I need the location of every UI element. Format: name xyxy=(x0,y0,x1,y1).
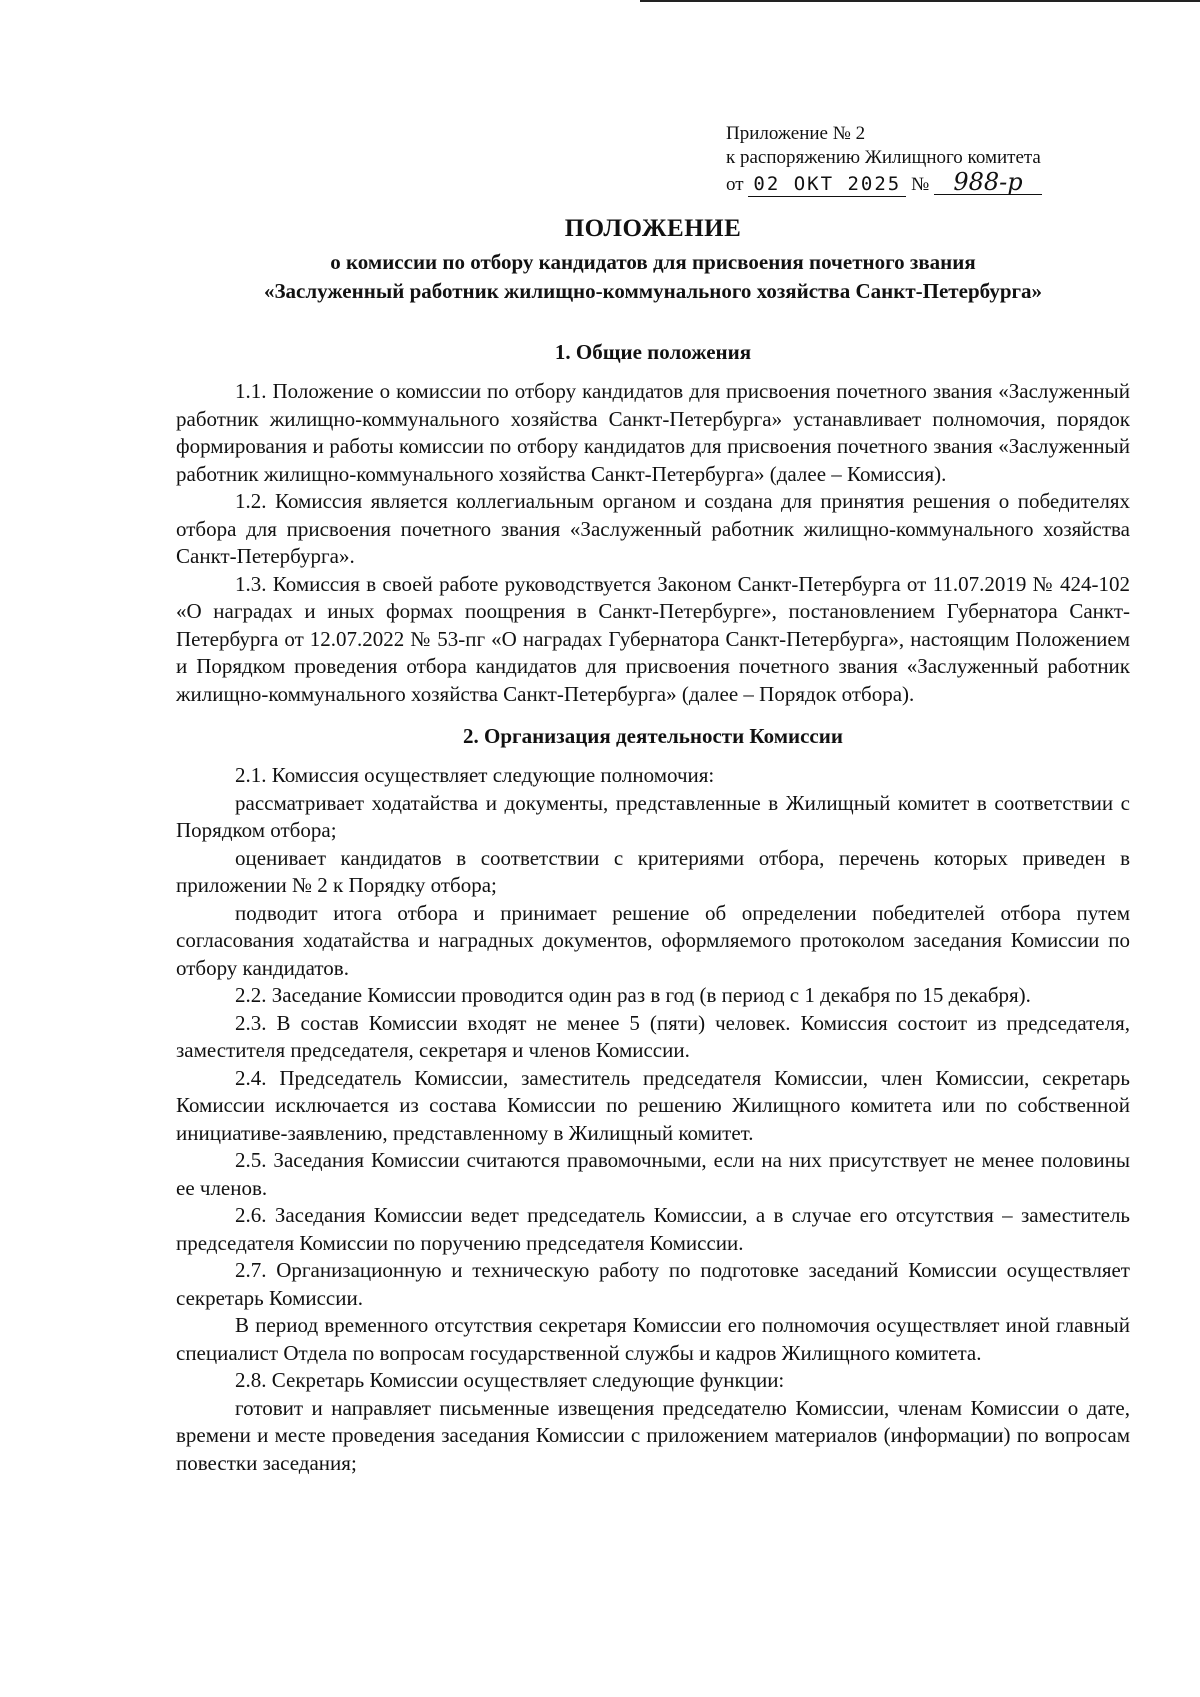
section-1-heading: 1. Общие положения xyxy=(554,340,752,364)
number-label: № xyxy=(911,174,930,195)
paragraph-2-7: 2.7. Организационную и техническую работу по подготовке заседаний Комиссии осуществляет секретарь Комиссии. xyxy=(176,1258,1130,1310)
paragraph-1-3: 1.3. Комиссия в своей работе руководствуется Законом Санкт-Петербурга от 11.07.2019 № 424-102 «О наградах и иных формах поощрения в Санкт-Петербурге», постановлением Губернатора Санкт-Петербурга от 12.07.2022 № 53-пг «О наградах Губернатора Санкт-Петербурга», настоящим Положением и Порядком проведения отбора кандидатов для присвоения почетного звания «Заслуженный работник жилищно-коммунального хозяйства Санкт-Петербурга» (далее – Порядок отбора). xyxy=(176,571,1130,706)
paragraph-1-2: 1.2. Комиссия является коллегиальным органом и создана для принятия решения о победителях отбора для присвоения почетного звания «Заслуженный работник жилищно-коммунального хозяйства Санкт-Петербурга». xyxy=(176,489,1130,568)
subtitle-line-2: «Заслуженный работник жилищно-коммунального хозяйства Санкт-Петербурга» xyxy=(263,279,1043,303)
paragraph-2-2: 2.2. Заседание Комиссии проводится один раз в год (в период с 1 декабря по 15 декабря). xyxy=(235,983,1031,1007)
paragraph-2-7-note: В период временного отсутствия секретаря Комиссии его полномочия осуществляет иной главный специалист Отдела по вопросам государственной службы и кадров Жилищного комитета. xyxy=(176,1313,1130,1365)
paragraph-2-1-item-2: оценивает кандидатов в соответствии с критериями отбора, перечень которых приведен в приложении № 2 к Порядку отбора; xyxy=(176,845,1130,897)
paragraph-1-1: 1.1. Положение о комиссии по отбору кандидатов для присвоения почетного звания «Заслуженный работник жилищно-коммунального хозяйства Санкт-Петербурга» устанавливает полномочия, порядок формирования и работы комиссии по отбору кандидатов для присвоения почетного звания «Заслуженный работник жилищно-коммунального хозяйства Санкт-Петербурга» (далее – Комиссия). xyxy=(176,379,1130,486)
handwritten-number: 988-р xyxy=(934,170,1042,195)
paragraph-2-5: 2.5. Заседания Комиссии считаются правомочными, если на них присутствует не менее половины ее членов. xyxy=(176,1148,1130,1200)
attachment-label: Приложение № 2 xyxy=(726,123,866,144)
from-label: от xyxy=(726,174,744,195)
paragraph-2-1-item-1: рассматривает ходатайства и документы, представленные в Жилищный комитет в соответствии с Порядком отбора; xyxy=(176,790,1130,842)
paragraph-2-1-item-3: подводит итога отбора и принимает решение об определении победителей отбора путем согласования ходатайства и наградных документов, оформляемого протоколом заседания Комиссии по отбору кандидатов. xyxy=(176,900,1130,980)
paragraph-2-3: 2.3. В состав Комиссии входят не менее 5 (пяти) человек. Комиссия состоит из председателя, заместителя председателя, секретаря и членов Комиссии. xyxy=(176,1010,1130,1062)
subtitle-line-1: о комиссии по отбору кандидатов для присвоения почетного звания xyxy=(330,250,976,274)
paragraph-2-8-item-1: готовит и направляет письменные извещения председателю Комиссии, членам Комиссии о дате, времени и месте проведения заседания Комиссии с приложением материалов (информации) по вопросам повестки заседания; xyxy=(176,1395,1130,1475)
paragraph-2-1: 2.1. Комиссия осуществляет следующие полномочия: xyxy=(235,763,715,787)
section-2-heading: 2. Организация деятельности Комиссии xyxy=(463,724,843,748)
scan-edge-line xyxy=(640,0,1200,2)
paragraph-2-8: 2.8. Секретарь Комиссии осуществляет следующие функции: xyxy=(235,1368,785,1392)
paragraph-2-6: 2.6. Заседания Комиссии ведет председатель Комиссии, а в случае его отсутствия – заместитель председателя Комиссии по поручению председателя Комиссии. xyxy=(176,1203,1130,1255)
document-subtitle xyxy=(176,248,1130,306)
handwritten-date: 02 ОКТ 2025 xyxy=(748,172,906,197)
document-title: ПОЛОЖЕНИЕ xyxy=(564,215,742,242)
attachment-header xyxy=(726,122,1042,197)
attachment-order-ref: к распоряжению Жилищного комитета xyxy=(726,147,1041,168)
paragraph-2-4: 2.4. Председатель Комиссии, заместитель председателя Комиссии, член Комиссии, секретарь Комиссии исключается из состава Комиссии по решению Жилищного комитета или по собственной инициативе-заявлению, представленному в Жилищный комитет. xyxy=(176,1065,1130,1145)
attachment-date-number-row xyxy=(726,170,1042,197)
document-body xyxy=(176,214,1130,1477)
